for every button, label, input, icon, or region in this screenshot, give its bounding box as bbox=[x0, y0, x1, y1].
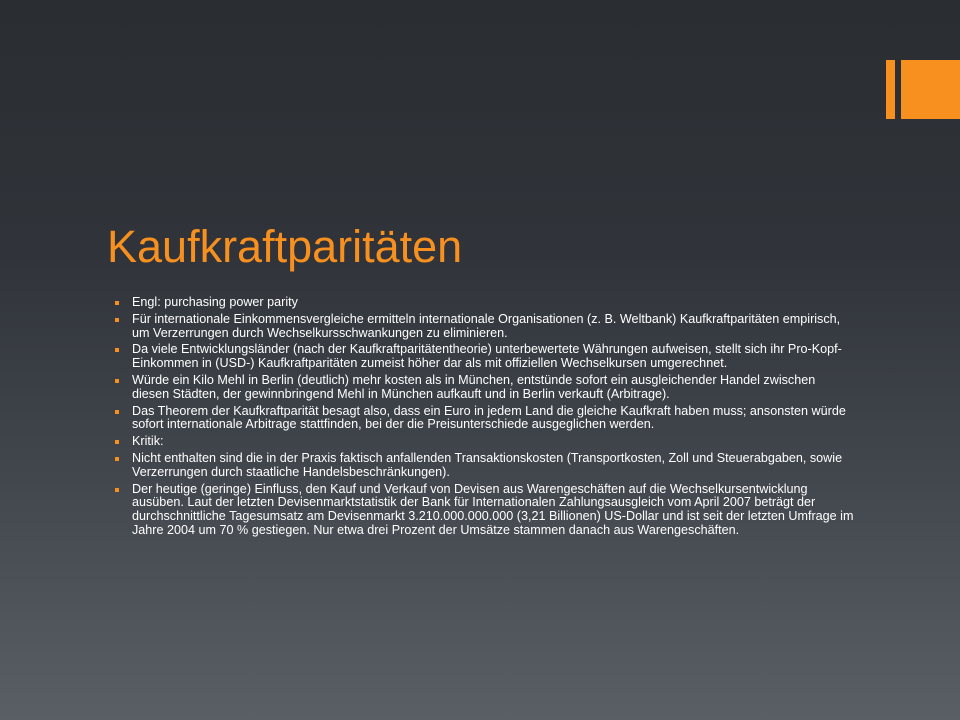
square-bullet-icon bbox=[115, 379, 119, 383]
square-bullet-icon bbox=[115, 301, 119, 305]
accent-bar-thick bbox=[901, 60, 960, 119]
bullet-item bbox=[112, 343, 854, 371]
bullet-item bbox=[112, 483, 854, 538]
bullet-item bbox=[112, 435, 854, 449]
bullet-text: Engl: purchasing power parity bbox=[132, 295, 298, 309]
bullet-text: Für internationale Einkommensvergleiche ermitteln internationale Organisationen (z. B. Weltbank) Kaufkraftparitäten empirisch, um Verzerrungen durch Wechselkursschwankungen zu eliminieren. bbox=[132, 311, 841, 340]
accent-bar-thin bbox=[886, 60, 895, 119]
bullet-text: Das Theorem der Kaufkraftparität besagt also, dass ein Euro in jedem Land die gleiche Kaufkraft haben muss; ansonsten würde sofort internationale Arbitrage stattfinden, bei der die Preisunterschiede ausgeglichen werden. bbox=[132, 403, 846, 432]
square-bullet-icon bbox=[115, 440, 119, 444]
slide-title: Kaufkraftparitäten bbox=[107, 221, 463, 272]
bullet-text: Der heutige (geringe) Einfluss, den Kauf und Verkauf von Devisen aus Warengeschäften auf die Wechselkursentwicklung ausüben. Laut der letzten Devisenmarktstatistik der Bank für Internationalen Zahlungsausgleich vom April 2007 beträgt der durchschnittliche Tagesumsatz am Devisenmarkt 3.210.000.000.000 (3,21 Billionen) US-Dollar und ist seit der letzten Umfrage im Jahre 2004 um 70 % gestiegen. Nur etwa drei Prozent der Umsätze stammen danach aus Warengeschäften. bbox=[132, 481, 854, 537]
bullet-item bbox=[112, 405, 854, 433]
bullet-item bbox=[112, 296, 854, 310]
square-bullet-icon bbox=[115, 410, 119, 414]
square-bullet-icon bbox=[115, 318, 119, 322]
bullet-text: Kritik: bbox=[132, 434, 164, 449]
bullet-text: Nicht enthalten sind die in der Praxis faktisch anfallenden Transaktionskosten (Transportkosten, Zoll und Steuerabgaben, sowie Verzerrungen durch staatliche Handelsbeschränkungen). bbox=[132, 450, 843, 479]
square-bullet-icon bbox=[115, 348, 119, 352]
bullet-item bbox=[112, 374, 854, 402]
square-bullet-icon bbox=[115, 457, 119, 461]
bullet-item bbox=[112, 313, 854, 341]
bullet-list bbox=[112, 296, 854, 541]
bullet-item bbox=[112, 452, 854, 480]
bullet-text: Da viele Entwicklungsländer (nach der Kaufkraftparitätentheorie) unterbewertete Währungen aufweisen, stellt sich ihr Pro-Kopf-Einkommen in (USD-) Kaufkraftparitäten zumeist höher dar als mit offiziellen Wechselkursen umgerechnet. bbox=[132, 342, 842, 371]
bullet-text: Würde ein Kilo Mehl in Berlin (deutlich) mehr kosten als in München, entstünde sofort ein ausgleichender Handel zwischen diesen Städten, der gewinnbringend Mehl in München aufkauft und in Berlin verkauft (Arbitrage). bbox=[132, 372, 816, 401]
square-bullet-icon bbox=[115, 488, 119, 492]
